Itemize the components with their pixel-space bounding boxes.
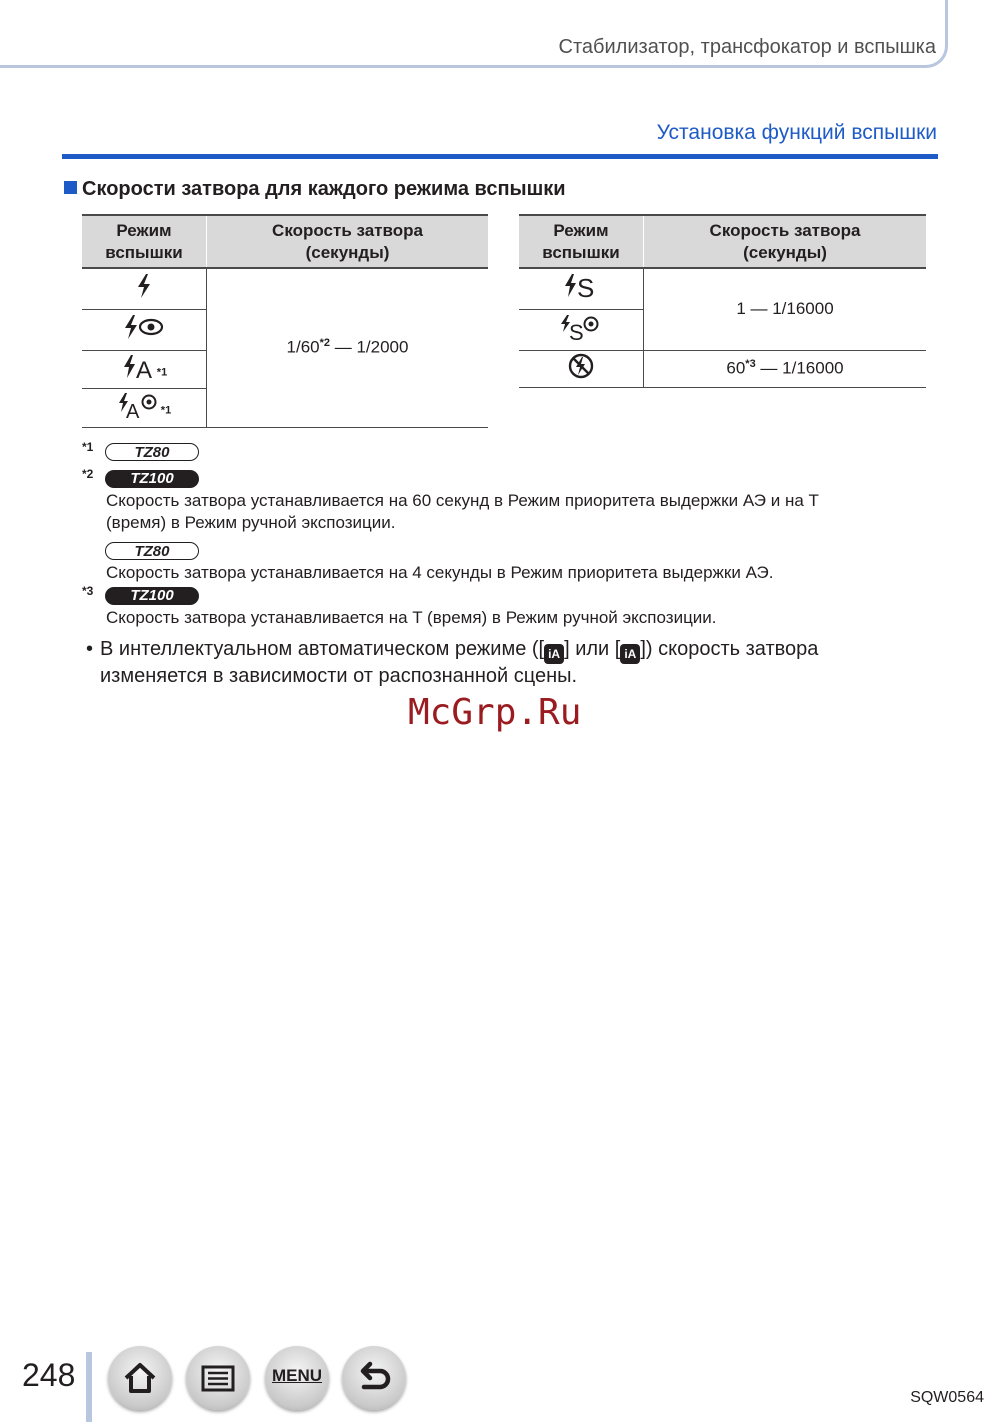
subheading-text: Скорости затвора для каждого режима вспышки xyxy=(82,178,566,200)
shutter-speed-table-left xyxy=(82,214,488,428)
menu-button[interactable] xyxy=(265,1346,329,1410)
flash-redeye-icon xyxy=(82,309,207,350)
svg-text:A: A xyxy=(125,401,140,420)
page-number: 248 xyxy=(22,1357,76,1393)
footnote-mark-2: *2 xyxy=(82,467,94,481)
svg-text:S: S xyxy=(577,273,595,302)
tz100-badge: TZ100 xyxy=(105,470,199,488)
tz100-badge: TZ100 xyxy=(105,587,199,605)
chapter-title: Стабилизатор, трансфокатор и вспышка xyxy=(558,36,936,58)
col-header-shutter-speed: Скорость затвора (секунды) xyxy=(207,215,489,268)
col-header-flash-mode: Режим вспышки xyxy=(82,215,207,268)
list-icon xyxy=(198,1358,238,1398)
tz80-badge: TZ80 xyxy=(105,443,199,461)
svg-text:S: S xyxy=(569,320,584,342)
intelligent-auto-note: • В интеллектуальном автоматическом режиме ([ iA ] или [ iA ]) скорость затвора изменяется в зависимости от распознанной сцены. xyxy=(86,638,819,687)
watermark: McGrp.Ru xyxy=(408,692,582,733)
speed-cell-right-2: 60$^{*3}$ — 1/16000 xyxy=(644,350,927,387)
subheading xyxy=(64,178,566,201)
section-divider xyxy=(62,154,938,159)
menu-label: MENU xyxy=(271,1366,323,1385)
footnote-3-tz100-text: Скорость затвора устанавливается на T (время) в Режим ручной экспозиции. xyxy=(106,608,717,627)
flash-slow-sync-icon xyxy=(519,268,644,309)
tz80-badge: TZ80 xyxy=(105,542,199,560)
home-button[interactable] xyxy=(108,1346,172,1410)
footer-divider xyxy=(86,1352,92,1422)
intelligent-auto-plus-icon: iA xyxy=(620,644,640,664)
flash-auto-icon xyxy=(82,268,207,309)
footnote-2-tz100-line1: Скорость затвора устанавливается на 60 секунд в Режим приоритета выдержки АЭ и на T xyxy=(106,491,819,510)
col-header-shutter-speed: Скорость затвора (секунды) xyxy=(644,215,927,268)
document-code: SQW0564 xyxy=(910,1389,984,1406)
flash-slow-redeye-icon xyxy=(519,309,644,350)
contents-button[interactable] xyxy=(186,1346,250,1410)
footnote-2-tz100-line2: (время) в Режим ручной экспозиции. xyxy=(106,513,396,532)
footnote-mark-1: *1 xyxy=(82,440,94,454)
square-bullet-icon xyxy=(64,181,77,194)
flash-off-icon xyxy=(519,350,644,387)
section-title: Установка функций вспышки xyxy=(656,121,937,144)
col-header-flash-mode: Режим вспышки xyxy=(519,215,644,268)
intelligent-auto-icon: iA xyxy=(544,644,564,664)
speed-cell-right-1: 1 — 1/16000 xyxy=(644,268,927,350)
back-arrow-icon xyxy=(354,1358,394,1398)
footnote-2-tz80-text: Скорость затвора устанавливается на 4 секунды в Режим приоритета выдержки АЭ. xyxy=(106,563,774,582)
flash-a-icon: A $^{*1}$ xyxy=(82,350,207,388)
back-button[interactable] xyxy=(342,1346,406,1410)
shutter-speed-table-right xyxy=(519,214,926,388)
home-icon xyxy=(120,1358,160,1398)
speed-cell-left: 1/60$^{*2}$ — 1/2000 xyxy=(207,268,489,427)
svg-text:A: A xyxy=(135,356,152,382)
footnote-mark-3: *3 xyxy=(82,584,94,598)
flash-a-redeye-icon: A $^{*1}$ xyxy=(82,388,207,427)
